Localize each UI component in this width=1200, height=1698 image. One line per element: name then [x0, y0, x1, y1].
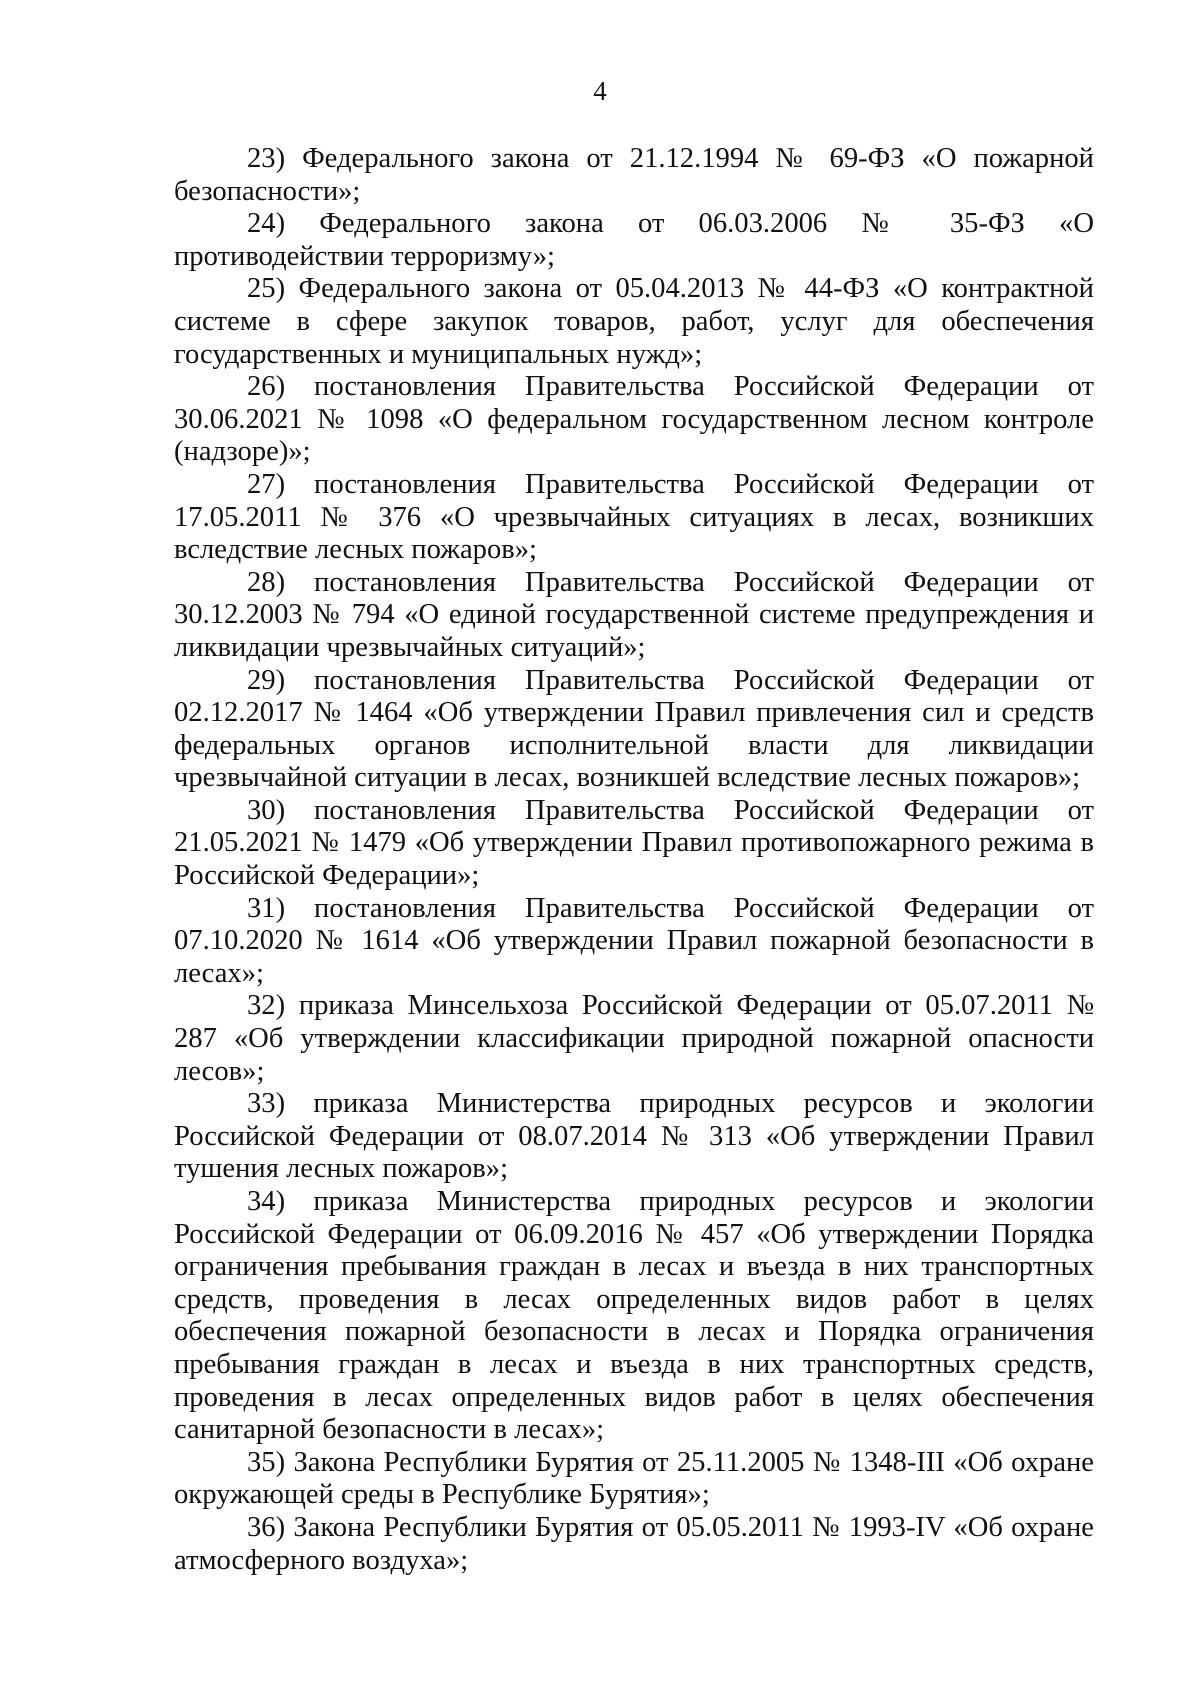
list-item: 36) Закона Республики Бурятия от 05.05.2011 № 1993-IV «Об охране атмосферного воздуха»;: [174, 1511, 1094, 1576]
list-item: 26) постановления Правительства Российской Федерации от 30.06.2021 № 1098 «О федеральном государственном лесном контроле (надзоре)»;: [174, 371, 1094, 468]
list-item: 34) приказа Министерства природных ресурсов и экологии Российской Федерации от 06.09.2016 № 457 «Об утверждении Порядка ограничения пребывания граждан в лесах и въезда в них транспортных средств, проведения в лесах определенных видов работ в целях обеспечения пожарной безопасности в лесах и Порядка ограничения пребывания граждан в лесах и въезда в них транспортных средств, проведения в лесах определенных видов работ в целях обеспечения санитарной безопасности в лесах»;: [174, 1186, 1094, 1446]
list-item: 33) приказа Министерства природных ресурсов и экологии Российской Федерации от 08.07.2014 № 313 «Об утверждении Правил тушения лесных пожаров»;: [174, 1088, 1094, 1185]
list-item: 32) приказа Минсельхоза Российской Федерации от 05.07.2011 № 287 «Об утверждении классификации природной пожарной опасности лесов»;: [174, 990, 1094, 1087]
list-item: 30) постановления Правительства Российской Федерации от 21.05.2021 № 1479 «Об утверждении Правил противопожарного режима в Российской Федерации»;: [174, 794, 1094, 892]
list-item: 27) постановления Правительства Российской Федерации от 17.05.2011 № 376 «О чрезвычайных ситуациях в лесах, возникших вследствие лесных пожаров»;: [174, 468, 1094, 566]
list-item: 35) Закона Республики Бурятия от 25.11.2005 № 1348-III «Об охране окружающей среды в Республике Бурятия»;: [174, 1446, 1094, 1511]
legal-basis-list: [174, 143, 1094, 1577]
list-item: 24) Федерального закона от 06.03.2006 № 35-ФЗ «О противодействии терроризму»;: [174, 208, 1094, 272]
list-item: 28) постановления Правительства Российской Федерации от 30.12.2003 № 794 «О единой государственной системе предупреждения и ликвидации чрезвычайных ситуаций»;: [174, 566, 1094, 663]
list-item: 23) Федерального закона от 21.12.1994 № 69-ФЗ «О пожарной безопасности»;: [174, 143, 1094, 207]
list-item: 31) постановления Правительства Российской Федерации от 07.10.2020 № 1614 «Об утверждении Правил пожарной безопасности в лесах»;: [174, 892, 1094, 989]
list-item: 25) Федерального закона от 05.04.2013 № 44-ФЗ «О контрактной системе в сфере закупок товаров, работ, услуг для обеспечения государственных и муниципальных нужд»;: [174, 273, 1094, 370]
page-number: 4: [593, 76, 607, 106]
list-item: 29) постановления Правительства Российской Федерации от 02.12.2017 № 1464 «Об утверждении Правил привлечения сил и средств федеральных органов исполнительной власти для ликвидации чрезвычайной ситуации в лесах, возникшей вследствие лесных пожаров»;: [174, 664, 1094, 794]
